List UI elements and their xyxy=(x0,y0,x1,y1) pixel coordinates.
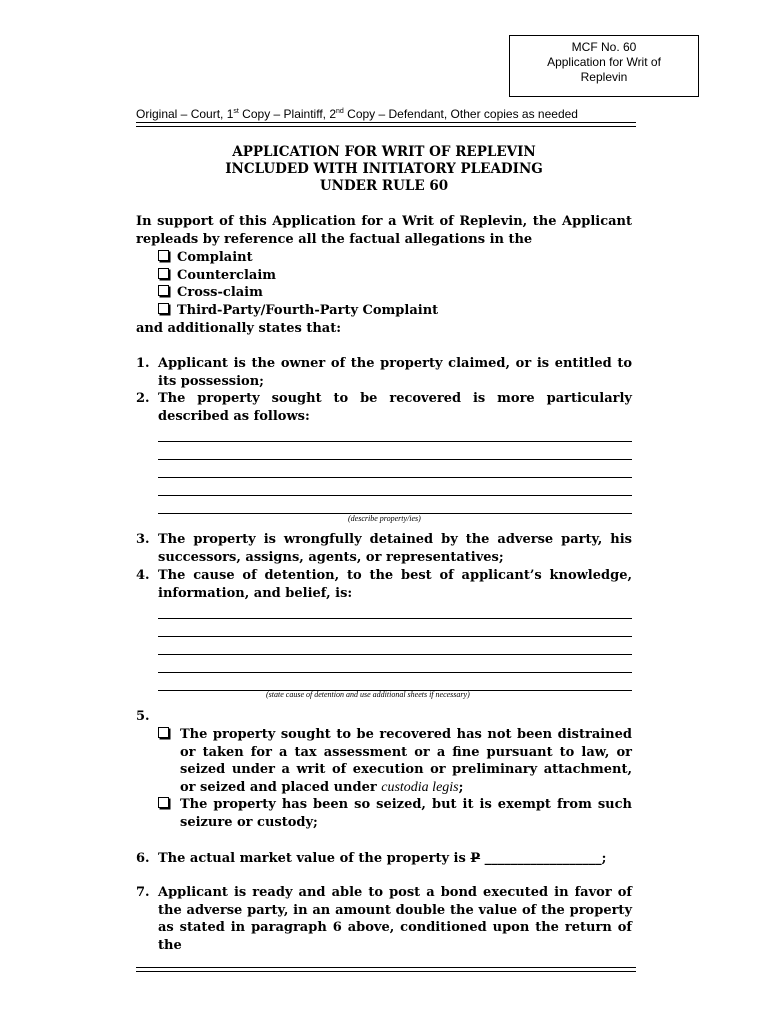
item-6-text xyxy=(158,850,606,868)
option-label: Cross-claim xyxy=(177,285,263,300)
document-title xyxy=(136,144,632,195)
peso-sign: P xyxy=(470,851,481,866)
header-double-rule xyxy=(136,122,636,127)
checkbox-square[interactable] xyxy=(158,797,169,808)
form-title-line-1: Application for Writ of xyxy=(547,55,661,69)
footer-double-rule xyxy=(136,967,636,972)
copies-sup-1: st xyxy=(233,108,239,115)
item-5a-text-main: The property sought to be recovered has not been distrained or taken for a tax assessment or a fine pursuant to law, or seized under a writ of execution or preliminary attachment, or seized and placed under xyxy=(180,727,632,795)
copies-text-1: Original – Court, 1 xyxy=(136,107,234,121)
cause-line-3[interactable] xyxy=(158,654,632,655)
item-7-text: Applicant is ready and able to post a bond executed in favor of the adverse party, in an amount double the value of the property as stated in paragraph 6 above, conditioned upon the return of the xyxy=(158,885,632,953)
custodia-legis-text: custodia legis xyxy=(381,779,459,795)
checkbox-not-seized[interactable] xyxy=(158,726,177,744)
item-2-text: The property sought to be recovered is more particularly described as follows: xyxy=(158,391,632,424)
item-number-2: 2. xyxy=(136,391,150,406)
intro-paragraph: In support of this Application for a Writ of Replevin, the Applicant repleads by reference all the factual allegations in the xyxy=(136,214,632,247)
item-number-5: 5. xyxy=(136,709,150,724)
checkbox-square[interactable] xyxy=(158,727,169,738)
item-number-7: 7. xyxy=(136,885,150,900)
cause-line-4[interactable] xyxy=(158,672,632,673)
copies-text-2: Copy – Plaintiff, 2 xyxy=(238,107,337,121)
title-line-2: INCLUDED WITH INITIATORY PLEADING xyxy=(225,161,543,177)
item-number-4: 4. xyxy=(136,568,150,583)
cause-caption: (state cause of detention and use additional sheets if necessary) xyxy=(266,690,470,699)
property-caption: (describe property/ies) xyxy=(348,514,421,523)
copies-distribution xyxy=(136,107,578,121)
item-5a-text xyxy=(180,726,632,796)
copies-sup-2: nd xyxy=(336,108,344,115)
checkbox-cross-claim[interactable] xyxy=(158,285,169,296)
checkbox-complaint[interactable] xyxy=(158,250,169,261)
option-third-party[interactable] xyxy=(158,302,438,320)
checkbox-seized-exempt[interactable] xyxy=(158,796,177,814)
cause-line-2[interactable] xyxy=(158,636,632,637)
option-counterclaim[interactable] xyxy=(158,267,276,285)
property-description-line-2[interactable] xyxy=(158,459,632,460)
item-3-text: The property is wrongfully detained by the adverse party, his successors, assigns, agents, or representatives; xyxy=(158,532,632,565)
title-line-3: UNDER RULE 60 xyxy=(319,178,449,194)
item-number-3: 3. xyxy=(136,532,150,547)
checkbox-third-party[interactable] xyxy=(158,303,169,314)
copies-text-3: Copy – Defendant, Other copies as needed xyxy=(343,107,578,121)
form-title-line-2: Replevin xyxy=(580,70,628,84)
states-line: and additionally states that: xyxy=(136,321,342,336)
title-line-1: APPLICATION FOR WRIT OF REPLEVIN xyxy=(232,144,536,160)
option-complaint[interactable] xyxy=(158,249,253,267)
form-number-box xyxy=(509,35,699,97)
item-6-text-main: The actual market value of the property is xyxy=(158,851,471,866)
item-5a-text-end: ; xyxy=(458,779,464,795)
property-description-line-4[interactable] xyxy=(158,495,632,496)
item-1-text: Applicant is the owner of the property claimed, or is entitled to its possession; xyxy=(158,356,632,389)
market-value-field[interactable]: __________________; xyxy=(480,851,607,866)
item-5b-text: The property has been so seized, but it is exempt from such seizure or custody; xyxy=(180,797,632,830)
form-number: MCF No. 60 xyxy=(571,40,637,54)
option-label: Complaint xyxy=(177,250,253,265)
checkbox-counterclaim[interactable] xyxy=(158,268,169,279)
option-label: Counterclaim xyxy=(177,268,277,283)
item-number-1: 1. xyxy=(136,356,150,371)
item-number-6: 6. xyxy=(136,851,150,866)
cause-line-1[interactable] xyxy=(158,618,632,619)
option-label: Third-Party/Fourth-Party Complaint xyxy=(177,303,439,318)
property-description-line-1[interactable] xyxy=(158,441,632,442)
item-4-text: The cause of detention, to the best of applicant’s knowledge, information, and belief, is: xyxy=(158,568,632,601)
property-description-line-3[interactable] xyxy=(158,477,632,478)
option-cross-claim[interactable] xyxy=(158,284,263,302)
